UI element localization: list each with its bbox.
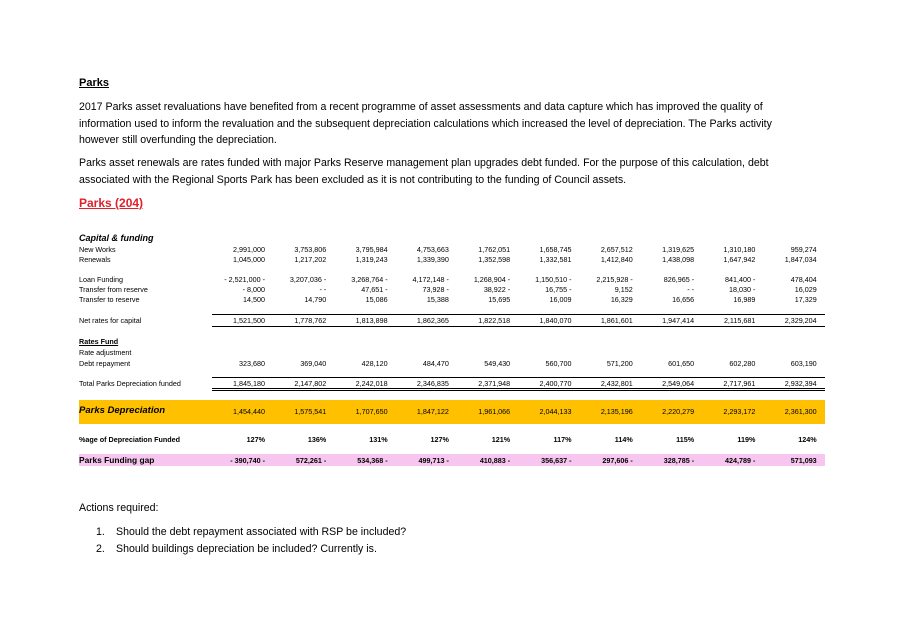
section-heading: Parks bbox=[79, 77, 109, 89]
cell-total-funded-1: 1,845,180 bbox=[233, 379, 265, 388]
cell-depreciation-7: 2,135,196 bbox=[600, 407, 633, 416]
cell-transfer-to-4: 15,388 bbox=[426, 295, 449, 304]
row-transfer-to bbox=[209, 295, 825, 305]
cell-funding-gap-10: 571,093 bbox=[790, 456, 817, 465]
cell-transfer-to-5: 15,695 bbox=[488, 295, 511, 304]
cell-total-funded-10: 2,932,394 bbox=[784, 379, 817, 388]
cell-renewals-8: 1,438,098 bbox=[662, 255, 695, 264]
cell-transfer-to-1: 14,500 bbox=[243, 295, 265, 304]
cell-renewals-6: 1,332,581 bbox=[539, 255, 572, 264]
cell-depreciation-4: 1,847,122 bbox=[416, 407, 449, 416]
row-label-loan-funding: Loan Funding bbox=[79, 275, 123, 284]
cell-total-funded-5: 2,371,948 bbox=[478, 379, 511, 388]
cell-total-funded-7: 2,432,801 bbox=[600, 379, 633, 388]
paragraph-renewals: Parks asset renewals are rates funded with major Parks Reserve management plan upgrades debt funded. For the purpose of this calculation, debt associated with the Regional Sports Park has been excluded as it is not contributing to the funding of Council assets. bbox=[79, 157, 769, 186]
cell-total-funded-6: 2,400,770 bbox=[539, 379, 572, 388]
row-label-debt-repayment: Debt repayment bbox=[79, 359, 131, 368]
cell-debt-repayment-3: 428,120 bbox=[361, 359, 388, 368]
cell-pct-funded-8: 115% bbox=[676, 435, 695, 444]
cell-new-works-8: 1,319,625 bbox=[662, 245, 695, 254]
cell-debt-repayment-5: 549,430 bbox=[484, 359, 511, 368]
cell-new-works-1: 2,991,000 bbox=[233, 245, 265, 254]
cell-pct-funded-6: 117% bbox=[553, 435, 572, 444]
total-funded-top-rule bbox=[212, 377, 825, 378]
action-number: 2. bbox=[96, 543, 105, 555]
cell-depreciation-6: 2,044,133 bbox=[539, 407, 572, 416]
row-label-new-works: New Works bbox=[79, 245, 116, 254]
cell-debt-repayment-9: 602,280 bbox=[729, 359, 756, 368]
cell-loan-funding-6: 1,150,510 - bbox=[535, 275, 572, 284]
row-label-transfer-from: Transfer from reserve bbox=[79, 285, 148, 294]
cell-depreciation-3: 1,707,650 bbox=[355, 407, 388, 416]
cell-loan-funding-3: 3,268,764 - bbox=[351, 275, 388, 284]
row-transfer-from bbox=[209, 285, 825, 295]
cell-new-works-10: 959,274 bbox=[790, 245, 817, 254]
cell-debt-repayment-10: 603,190 bbox=[790, 359, 817, 368]
cell-depreciation-2: 1,575,541 bbox=[294, 407, 327, 416]
cell-funding-gap-6: 356,637 - bbox=[541, 456, 572, 465]
cell-total-funded-4: 2,346,835 bbox=[416, 379, 449, 388]
cell-debt-repayment-8: 601,650 bbox=[668, 359, 695, 368]
cell-transfer-from-6: 16,755 - bbox=[545, 285, 572, 294]
cell-new-works-5: 1,762,051 bbox=[478, 245, 511, 254]
cell-transfer-to-8: 16,656 bbox=[672, 295, 695, 304]
sheet-title: Parks (204) bbox=[79, 196, 144, 210]
cell-renewals-5: 1,352,598 bbox=[478, 255, 511, 264]
cell-pct-funded-3: 131% bbox=[369, 435, 388, 444]
cell-debt-repayment-6: 560,700 bbox=[545, 359, 572, 368]
cell-funding-gap-5: 410,883 - bbox=[479, 456, 511, 465]
cell-net-rates-8: 1,947,414 bbox=[662, 316, 695, 325]
cell-funding-gap-9: 424,789 - bbox=[725, 456, 756, 465]
cell-funding-gap-3: 534,368 - bbox=[357, 456, 388, 465]
row-renewals bbox=[209, 255, 825, 265]
cell-total-funded-8: 2,549,064 bbox=[662, 379, 695, 388]
cell-renewals-9: 1,647,942 bbox=[723, 255, 756, 264]
cell-loan-funding-4: 4,172,148 - bbox=[412, 275, 449, 284]
cell-new-works-7: 2,657,512 bbox=[600, 245, 633, 254]
cell-renewals-3: 1,319,243 bbox=[355, 255, 388, 264]
paragraph-revaluation: 2017 Parks asset revaluations have benefited from a recent programme of asset assessments and data capture which has improved the quality of information used to inform the revaluation and the subsequent depreciation calculations which increased the level of depreciation. The Parks activity however still overfunding the depreciation. bbox=[79, 101, 772, 146]
cell-renewals-10: 1,847,034 bbox=[784, 255, 817, 264]
cell-net-rates-4: 1,862,365 bbox=[416, 316, 449, 325]
cell-renewals-2: 1,217,202 bbox=[294, 255, 327, 264]
cell-funding-gap-4: 499,713 - bbox=[418, 456, 449, 465]
cell-net-rates-10: 2,329,204 bbox=[784, 316, 817, 325]
cell-transfer-from-8: - - bbox=[687, 285, 695, 294]
cell-net-rates-9: 2,115,681 bbox=[723, 316, 756, 325]
cell-transfer-to-6: 16,009 bbox=[549, 295, 572, 304]
row-label-pct-funded: %age of Depreciation Funded bbox=[79, 435, 181, 444]
actions-list bbox=[96, 524, 406, 558]
cell-transfer-to-3: 15,086 bbox=[365, 295, 388, 304]
cell-pct-funded-1: 127% bbox=[246, 435, 265, 444]
row-funding-gap bbox=[209, 456, 825, 466]
action-text: Should buildings depreciation be included? Currently is. bbox=[116, 543, 377, 555]
row-label-rate-adjustment: Rate adjustment bbox=[79, 348, 132, 357]
row-net-rates bbox=[209, 316, 825, 326]
cell-net-rates-2: 1,778,762 bbox=[294, 316, 327, 325]
cell-transfer-to-7: 16,329 bbox=[610, 295, 633, 304]
cell-net-rates-3: 1,813,898 bbox=[355, 316, 388, 325]
cell-transfer-from-10: 16,029 bbox=[794, 285, 817, 294]
cell-loan-funding-5: 1,268,904 - bbox=[473, 275, 511, 284]
row-pct-funded bbox=[209, 435, 825, 445]
cell-transfer-to-10: 17,329 bbox=[794, 295, 817, 304]
cell-total-funded-3: 2,242,018 bbox=[355, 379, 388, 388]
row-loan-funding bbox=[209, 275, 825, 285]
cell-debt-repayment-2: 369,040 bbox=[300, 359, 327, 368]
cell-total-funded-2: 2,147,802 bbox=[294, 379, 327, 388]
cell-renewals-7: 1,412,840 bbox=[600, 255, 633, 264]
cell-funding-gap-8: 328,785 - bbox=[663, 456, 695, 465]
cell-total-funded-9: 2,717,961 bbox=[723, 379, 756, 388]
rates-section-label: Rates Fund bbox=[79, 337, 119, 346]
row-new-works bbox=[209, 245, 825, 255]
row-label-total-funded: Total Parks Depreciation funded bbox=[79, 379, 181, 388]
cell-new-works-6: 1,658,745 bbox=[539, 245, 572, 254]
cell-debt-repayment-1: 323,680 bbox=[239, 359, 265, 368]
cell-net-rates-5: 1,822,518 bbox=[478, 316, 511, 325]
action-text: Should the debt repayment associated with RSP be included? bbox=[116, 526, 407, 538]
row-total-funded bbox=[209, 379, 825, 389]
cell-new-works-9: 1,310,180 bbox=[723, 245, 756, 254]
cell-new-works-2: 3,753,806 bbox=[294, 245, 327, 254]
row-label-transfer-to: Transfer to reserve bbox=[79, 295, 140, 304]
cell-transfer-from-3: 47,651 - bbox=[361, 285, 388, 294]
cell-funding-gap-1: - 390,740 - bbox=[230, 456, 265, 465]
cell-depreciation-5: 1,961,066 bbox=[478, 407, 511, 416]
capital-section-label: Capital & funding bbox=[79, 233, 154, 243]
cell-pct-funded-7: 114% bbox=[614, 435, 633, 444]
cell-new-works-4: 4,753,663 bbox=[416, 245, 449, 254]
cell-funding-gap-7: 297,606 - bbox=[602, 456, 633, 465]
cell-transfer-from-7: 9,152 bbox=[614, 285, 633, 294]
cell-loan-funding-7: 2,215,928 - bbox=[596, 275, 633, 284]
cell-new-works-3: 3,795,984 bbox=[355, 245, 388, 254]
cell-transfer-from-9: 18,030 - bbox=[729, 285, 756, 294]
cell-funding-gap-2: 572,261 - bbox=[295, 456, 327, 465]
cell-pct-funded-5: 121% bbox=[491, 435, 511, 444]
cell-transfer-from-5: 38,922 - bbox=[483, 285, 511, 294]
cell-debt-repayment-7: 571,200 bbox=[606, 359, 633, 368]
cell-renewals-4: 1,339,390 bbox=[416, 255, 449, 264]
action-number: 1. bbox=[96, 526, 105, 538]
cell-pct-funded-10: 124% bbox=[798, 435, 817, 444]
cell-loan-funding-2: 3,207,036 - bbox=[289, 275, 327, 284]
cell-net-rates-1: 1,521,500 bbox=[233, 316, 265, 325]
cell-transfer-from-2: - - bbox=[319, 285, 327, 294]
cell-debt-repayment-4: 484,470 bbox=[422, 359, 449, 368]
action-item bbox=[96, 541, 406, 558]
row-debt-repayment bbox=[209, 359, 825, 369]
cell-transfer-from-1: - 8,000 bbox=[242, 285, 265, 294]
cell-transfer-to-2: 14,790 bbox=[304, 295, 327, 304]
cell-loan-funding-8: 826,965 - bbox=[663, 275, 695, 284]
action-item bbox=[96, 524, 406, 541]
row-label-depreciation: Parks Depreciation bbox=[79, 405, 166, 416]
cell-depreciation-9: 2,293,172 bbox=[723, 407, 756, 416]
net-rates-top-rule bbox=[212, 314, 825, 315]
cell-loan-funding-9: 841,400 - bbox=[725, 275, 756, 284]
row-depreciation bbox=[209, 407, 825, 417]
net-rates-bottom-rule bbox=[212, 326, 825, 327]
cell-loan-funding-10: 478,404 bbox=[790, 275, 817, 284]
cell-pct-funded-2: 136% bbox=[307, 435, 327, 444]
cell-renewals-1: 1,045,000 bbox=[233, 255, 265, 264]
cell-depreciation-8: 2,220,279 bbox=[662, 407, 695, 416]
row-label-net-rates: Net rates for capital bbox=[79, 316, 142, 325]
cell-transfer-from-4: 73,928 - bbox=[422, 285, 449, 294]
actions-heading: Actions required: bbox=[79, 502, 159, 514]
cell-depreciation-1: 1,454,440 bbox=[233, 407, 265, 416]
row-label-funding-gap: Parks Funding gap bbox=[79, 455, 155, 465]
cell-pct-funded-9: 119% bbox=[737, 435, 756, 444]
cell-transfer-to-9: 16,989 bbox=[733, 295, 756, 304]
cell-loan-funding-1: - 2,521,000 - bbox=[224, 275, 265, 284]
parks-spreadsheet bbox=[79, 196, 825, 468]
cell-net-rates-6: 1,840,070 bbox=[539, 316, 572, 325]
row-label-renewals: Renewals bbox=[79, 255, 111, 264]
cell-pct-funded-4: 127% bbox=[430, 435, 449, 444]
cell-net-rates-7: 1,861,601 bbox=[600, 316, 633, 325]
cell-depreciation-10: 2,361,300 bbox=[784, 407, 817, 416]
